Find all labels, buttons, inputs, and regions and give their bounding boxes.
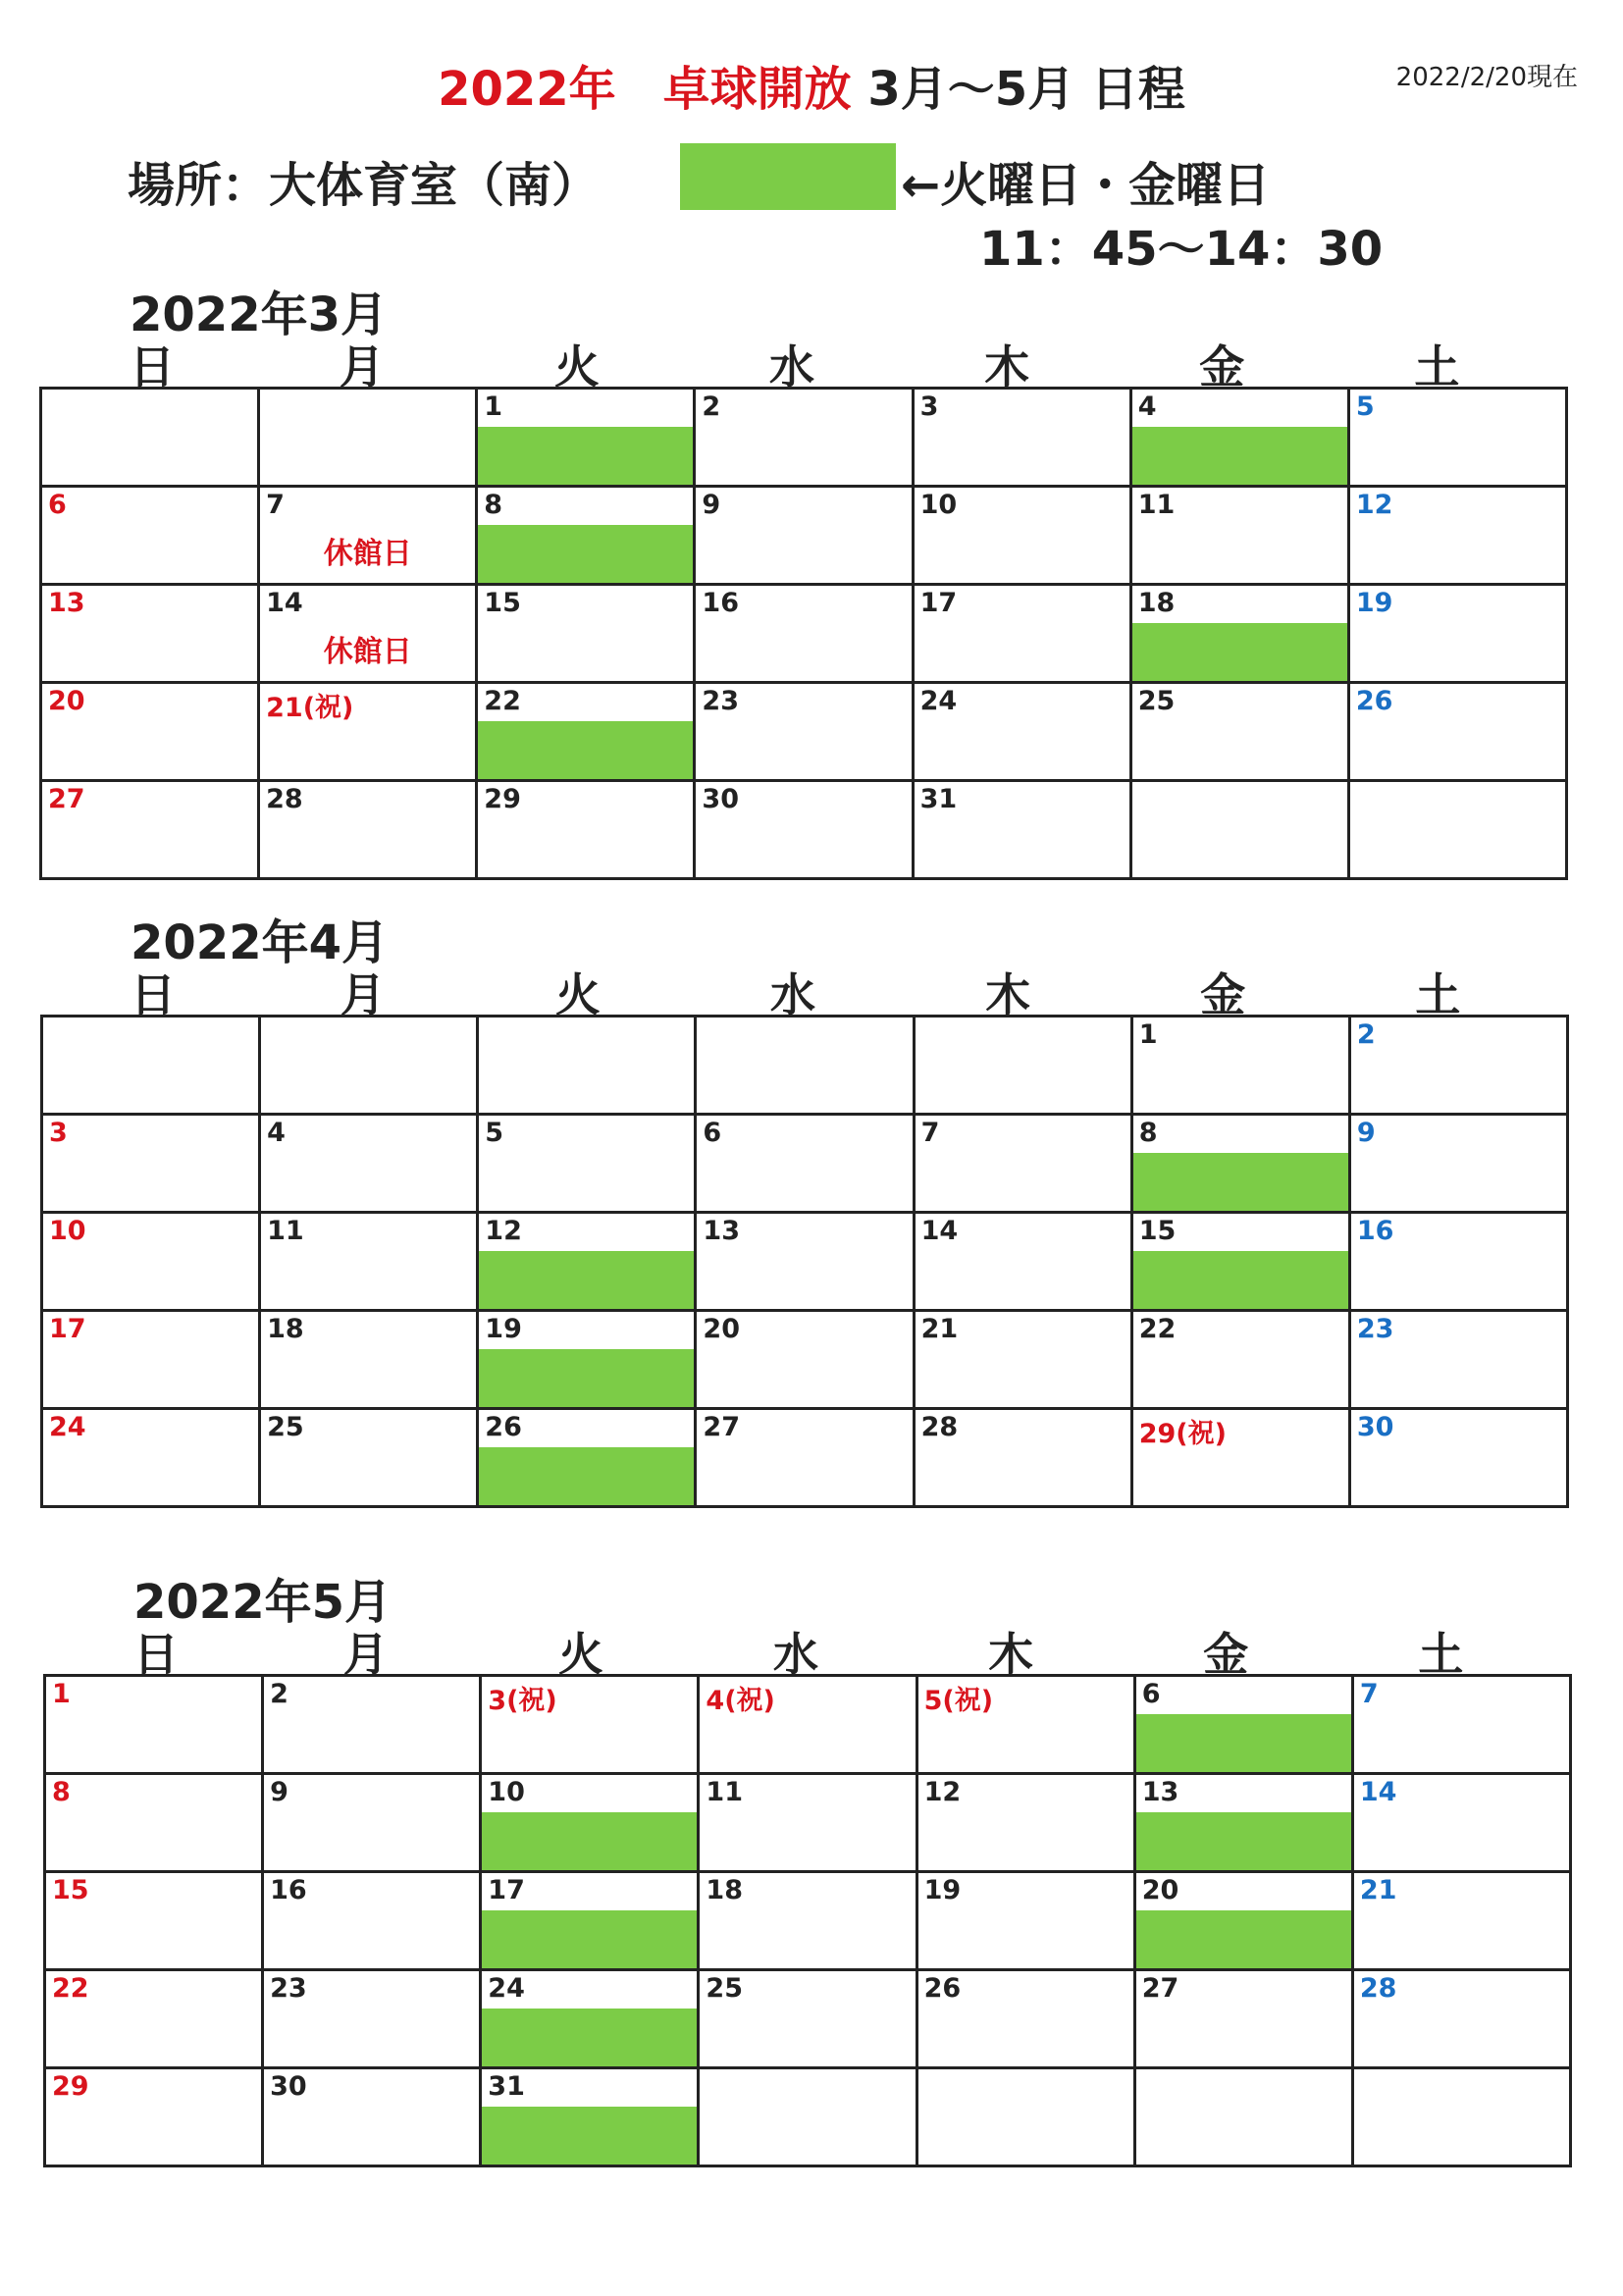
calendar-day-cell: [699, 2068, 916, 2166]
calendar-day-cell: [696, 1311, 914, 1409]
calendar-day-cell: [1130, 585, 1348, 683]
open-session-marker: [478, 427, 693, 485]
calendar-day-cell: [1131, 1213, 1349, 1311]
calendar-day-cell: [41, 683, 259, 781]
day-number: 9: [702, 490, 721, 520]
day-number: 31: [919, 784, 958, 814]
day-number: 2: [270, 1679, 288, 1709]
calendar-day-cell: [695, 389, 913, 487]
day-number: 24: [488, 1973, 525, 2004]
day-number: 29: [484, 784, 521, 814]
calendar-day-cell: [695, 585, 913, 683]
calendar-day-cell: [696, 1213, 914, 1311]
calendar-day-cell: [1352, 1872, 1570, 1970]
day-number: 9: [270, 1777, 288, 1807]
calendar-day-cell: [478, 1311, 696, 1409]
calendar-day-cell: [263, 1970, 481, 2068]
calendar-week-row: [41, 389, 1567, 487]
calendar-day-cell: [259, 683, 477, 781]
day-number: 4(祝): [706, 1686, 775, 1716]
calendar-day-cell: [1134, 1774, 1352, 1872]
calendar-week-row: [45, 2068, 1571, 2166]
calendar-day-cell: [913, 781, 1130, 879]
open-session-marker: [479, 1349, 694, 1407]
day-number: 14: [1359, 1777, 1397, 1807]
calendar-day-cell: [45, 1872, 263, 1970]
day-number: 25: [1137, 686, 1176, 716]
calendar-day-cell: [481, 2068, 699, 2166]
day-number: 9: [1356, 1118, 1376, 1148]
day-number: 14: [920, 1216, 959, 1246]
calendar-day-cell: [699, 1872, 916, 1970]
calendar-day-cell: [696, 1409, 914, 1507]
calendar-day-cell: [1352, 2068, 1570, 2166]
calendar-day-cell: [916, 1872, 1134, 1970]
day-number: 15: [484, 588, 521, 618]
day-number: 7: [266, 490, 285, 520]
day-number: 29: [52, 2071, 89, 2102]
open-session-marker: [482, 2107, 697, 2165]
calendar-day-cell: [478, 1409, 696, 1507]
day-number: 20: [48, 686, 85, 716]
calendar-day-cell: [478, 1017, 696, 1115]
day-number: 10: [49, 1216, 86, 1246]
day-number: 3(祝): [488, 1686, 557, 1716]
open-session-marker: [1132, 427, 1347, 485]
day-number: 24: [919, 686, 958, 716]
day-number: 3: [919, 391, 939, 422]
updated-stamp: 2022/2/20現在: [1395, 63, 1578, 92]
weekday-header: 土: [1418, 1628, 1464, 1681]
calendar-day-cell: [1131, 1017, 1349, 1115]
calendar-day-cell: [260, 1409, 478, 1507]
day-number: 28: [266, 784, 303, 814]
calendar-day-cell: [260, 1017, 478, 1115]
calendar-day-cell: [41, 389, 259, 487]
day-number: 25: [267, 1412, 304, 1442]
weekday-header: 火: [557, 1628, 603, 1681]
weekday-header: 水: [769, 340, 814, 393]
calendar-day-cell: [1131, 1311, 1349, 1409]
calendar-week-row: [42, 1311, 1568, 1409]
calendar-day-cell: [259, 781, 477, 879]
calendar-day-cell: [916, 1774, 1134, 1872]
day-number: 15: [52, 1875, 89, 1905]
calendar-day-cell: [695, 781, 913, 879]
day-number: 19: [485, 1314, 522, 1344]
open-session-marker: [1136, 1910, 1351, 1968]
day-number: 2: [702, 391, 721, 422]
day-number: 2: [1356, 1019, 1376, 1050]
day-number: 26: [923, 1973, 962, 2004]
calendar-day-cell: [1130, 487, 1348, 585]
calendar-week-row: [41, 487, 1567, 585]
day-number: 17: [49, 1314, 86, 1344]
weekday-header: 火: [553, 340, 600, 393]
open-session-marker: [482, 1910, 697, 1968]
calendar-day-cell: [1134, 1970, 1352, 2068]
day-number: 19: [923, 1875, 962, 1905]
day-number: 27: [1141, 1973, 1179, 2004]
calendar-day-cell: [42, 1409, 260, 1507]
day-number: 29(祝): [1138, 1419, 1227, 1449]
calendar-day-cell: [259, 585, 477, 683]
calendar-grid: [40, 1015, 1569, 1508]
day-number: 23: [1356, 1314, 1394, 1344]
calendar-day-cell: [1352, 1774, 1570, 1872]
calendar-day-cell: [1349, 1017, 1567, 1115]
calendar-day-cell: [913, 585, 1130, 683]
open-session-marker: [482, 1812, 697, 1870]
calendar-day-cell: [1134, 1676, 1352, 1774]
month-title: 2022年3月: [130, 287, 388, 342]
calendar-day-cell: [42, 1213, 260, 1311]
day-number: 7: [1359, 1679, 1379, 1709]
day-number: 17: [488, 1875, 525, 1905]
open-session-marker: [478, 721, 693, 779]
day-number: 13: [703, 1216, 740, 1246]
day-number: 15: [1138, 1216, 1177, 1246]
open-session-marker: [1133, 1153, 1348, 1211]
calendar-day-cell: [699, 1970, 916, 2068]
place-label: 場所：大体育室（南）: [128, 158, 600, 213]
calendar-day-cell: [1348, 683, 1566, 781]
calendar-day-cell: [263, 1774, 481, 1872]
day-number: 27: [703, 1412, 740, 1442]
calendar-day-cell: [477, 585, 695, 683]
day-number: 4: [1137, 391, 1157, 422]
calendar-day-cell: [45, 2068, 263, 2166]
day-number: 17: [919, 588, 958, 618]
day-number: 22: [484, 686, 521, 716]
calendar-day-cell: [481, 1970, 699, 2068]
weekday-header: 月: [342, 1628, 389, 1681]
day-number: 21(祝): [266, 693, 354, 723]
calendar-day-cell: [1349, 1311, 1567, 1409]
month-title: 2022年5月: [133, 1575, 392, 1630]
calendar-week-row: [45, 1676, 1571, 1774]
calendar-day-cell: [699, 1676, 916, 1774]
title-red: 2022年 卓球開放: [438, 62, 852, 117]
day-number: 22: [1138, 1314, 1177, 1344]
calendar-day-cell: [914, 1017, 1131, 1115]
day-number: 8: [484, 490, 503, 520]
day-number: 30: [1356, 1412, 1394, 1442]
weekday-header: 土: [1415, 968, 1461, 1021]
calendar-day-cell: [477, 781, 695, 879]
day-number: 10: [488, 1777, 525, 1807]
calendar-day-cell: [914, 1213, 1131, 1311]
calendar-day-cell: [1349, 1409, 1567, 1507]
day-number: 11: [706, 1777, 743, 1807]
calendar-grid: [39, 387, 1568, 880]
calendar-day-cell: [1348, 389, 1566, 487]
calendar-day-cell: [263, 1676, 481, 1774]
open-session-marker: [1136, 1714, 1351, 1772]
day-number: 28: [920, 1412, 959, 1442]
day-number: 21: [920, 1314, 959, 1344]
day-number: 12: [485, 1216, 522, 1246]
calendar-day-cell: [1349, 1115, 1567, 1213]
calendar-day-cell: [1352, 1676, 1570, 1774]
weekday-header: 金: [1199, 340, 1245, 393]
calendar-week-row: [42, 1115, 1568, 1213]
page-title: [0, 51, 1623, 119]
calendar-day-cell: [913, 487, 1130, 585]
weekday-header: 水: [770, 968, 815, 1021]
calendar-day-cell: [695, 683, 913, 781]
day-number: 26: [1355, 686, 1393, 716]
calendar-grid: [43, 1674, 1572, 2167]
calendar-day-cell: [481, 1676, 699, 1774]
month-title: 2022年4月: [131, 915, 389, 970]
weekday-header: 日: [130, 340, 175, 393]
calendar-day-cell: [916, 1970, 1134, 2068]
day-number: 27: [48, 784, 85, 814]
calendar-week-row: [42, 1213, 1568, 1311]
calendar-day-cell: [42, 1115, 260, 1213]
calendar-day-cell: [1348, 781, 1566, 879]
calendar-day-cell: [263, 2068, 481, 2166]
day-number: 12: [923, 1777, 962, 1807]
day-number: 3: [49, 1118, 68, 1148]
day-number: 1: [484, 391, 503, 422]
calendar-day-cell: [913, 683, 1130, 781]
day-number: 13: [48, 588, 85, 618]
calendar-day-cell: [1130, 683, 1348, 781]
day-number: 8: [52, 1777, 71, 1807]
open-session-marker: [479, 1251, 694, 1309]
calendar-day-cell: [42, 1311, 260, 1409]
weekday-header: 金: [1200, 968, 1246, 1021]
day-number: 28: [1359, 1973, 1397, 2004]
calendar-week-row: [42, 1409, 1568, 1507]
calendar-day-cell: [481, 1774, 699, 1872]
title-black: 3月～5月 日程: [867, 62, 1185, 117]
closed-day-note: 休館日: [323, 635, 412, 669]
day-number: 25: [706, 1973, 743, 2004]
day-number: 18: [706, 1875, 743, 1905]
calendar-day-cell: [1130, 389, 1348, 487]
calendar-week-row: [41, 585, 1567, 683]
day-number: 11: [267, 1216, 304, 1246]
day-number: 19: [1355, 588, 1393, 618]
calendar-day-cell: [45, 1970, 263, 2068]
calendar-day-cell: [914, 1311, 1131, 1409]
calendar-day-cell: [41, 487, 259, 585]
calendar-day-cell: [477, 487, 695, 585]
day-number: 18: [267, 1314, 304, 1344]
day-number: 16: [270, 1875, 307, 1905]
calendar-day-cell: [260, 1213, 478, 1311]
calendar-day-cell: [696, 1115, 914, 1213]
day-number: 24: [49, 1412, 86, 1442]
day-number: 6: [703, 1118, 722, 1148]
weekday-header: 日: [131, 968, 176, 1021]
closed-day-note: 休館日: [323, 537, 412, 571]
calendar-day-cell: [260, 1311, 478, 1409]
day-number: 31: [488, 2071, 525, 2102]
calendar-day-cell: [260, 1115, 478, 1213]
day-number: 16: [702, 588, 739, 618]
calendar-day-cell: [1131, 1115, 1349, 1213]
legend-time: 11：45～14：30: [979, 222, 1384, 277]
day-number: 7: [920, 1118, 940, 1148]
calendar-day-cell: [45, 1676, 263, 1774]
calendar-day-cell: [1349, 1213, 1567, 1311]
legend-days: ←火曜日・金曜日: [901, 158, 1271, 213]
legend-swatch: [680, 143, 896, 210]
weekday-header: 月: [339, 340, 385, 393]
calendar-day-cell: [41, 781, 259, 879]
weekday-header: 木: [985, 968, 1031, 1021]
day-number: 23: [270, 1973, 307, 2004]
open-session-marker: [478, 525, 693, 583]
calendar-week-row: [41, 781, 1567, 879]
weekday-header: 火: [554, 968, 601, 1021]
calendar-week-row: [42, 1017, 1568, 1115]
day-number: 12: [1355, 490, 1393, 520]
calendar-day-cell: [1131, 1409, 1349, 1507]
day-number: 5: [1355, 391, 1375, 422]
calendar-day-cell: [916, 1676, 1134, 1774]
calendar-day-cell: [914, 1409, 1131, 1507]
calendar-day-cell: [916, 2068, 1134, 2166]
calendar-day-cell: [477, 683, 695, 781]
calendar-week-row: [41, 683, 1567, 781]
calendar-day-cell: [263, 1872, 481, 1970]
day-number: 11: [1137, 490, 1176, 520]
weekday-header: 金: [1203, 1628, 1249, 1681]
calendar-day-cell: [45, 1774, 263, 1872]
day-number: 18: [1137, 588, 1176, 618]
open-session-marker: [1133, 1251, 1348, 1309]
day-number: 6: [1141, 1679, 1161, 1709]
open-session-marker: [479, 1447, 694, 1505]
calendar-day-cell: [1134, 2068, 1352, 2166]
weekday-header: 日: [133, 1628, 179, 1681]
open-session-marker: [1132, 623, 1347, 681]
day-number: 1: [1138, 1019, 1158, 1050]
calendar-week-row: [45, 1970, 1571, 2068]
day-number: 5: [485, 1118, 504, 1148]
calendar-week-row: [45, 1774, 1571, 1872]
calendar-day-cell: [914, 1115, 1131, 1213]
calendar-day-cell: [913, 389, 1130, 487]
calendar-day-cell: [696, 1017, 914, 1115]
day-number: 8: [1138, 1118, 1158, 1148]
weekday-header: 水: [773, 1628, 818, 1681]
calendar-day-cell: [42, 1017, 260, 1115]
day-number: 30: [702, 784, 739, 814]
calendar-day-cell: [478, 1115, 696, 1213]
weekday-header: 月: [340, 968, 386, 1021]
weekday-header: 土: [1414, 340, 1460, 393]
day-number: 1: [52, 1679, 71, 1709]
day-number: 30: [270, 2071, 307, 2102]
day-number: 22: [52, 1973, 89, 2004]
open-session-marker: [482, 2009, 697, 2066]
calendar-day-cell: [1348, 487, 1566, 585]
calendar-day-cell: [1134, 1872, 1352, 1970]
calendar-day-cell: [695, 487, 913, 585]
calendar-day-cell: [41, 585, 259, 683]
calendar-day-cell: [259, 389, 477, 487]
day-number: 13: [1141, 1777, 1179, 1807]
day-number: 20: [703, 1314, 740, 1344]
calendar-week-row: [45, 1872, 1571, 1970]
day-number: 20: [1141, 1875, 1179, 1905]
calendar-day-cell: [1348, 585, 1566, 683]
day-number: 14: [266, 588, 303, 618]
open-session-marker: [1136, 1812, 1351, 1870]
day-number: 21: [1359, 1875, 1397, 1905]
calendar-day-cell: [477, 389, 695, 487]
weekday-header: 木: [984, 340, 1030, 393]
day-number: 23: [702, 686, 739, 716]
calendar-day-cell: [699, 1774, 916, 1872]
calendar-day-cell: [1352, 1970, 1570, 2068]
day-number: 10: [919, 490, 958, 520]
day-number: 4: [267, 1118, 286, 1148]
calendar-day-cell: [478, 1213, 696, 1311]
calendar-day-cell: [259, 487, 477, 585]
calendar-day-cell: [481, 1872, 699, 1970]
day-number: 6: [48, 490, 67, 520]
day-number: 16: [1356, 1216, 1394, 1246]
day-number: 26: [485, 1412, 522, 1442]
calendar-day-cell: [1130, 781, 1348, 879]
weekday-header: 木: [988, 1628, 1034, 1681]
day-number: 5(祝): [923, 1686, 994, 1716]
